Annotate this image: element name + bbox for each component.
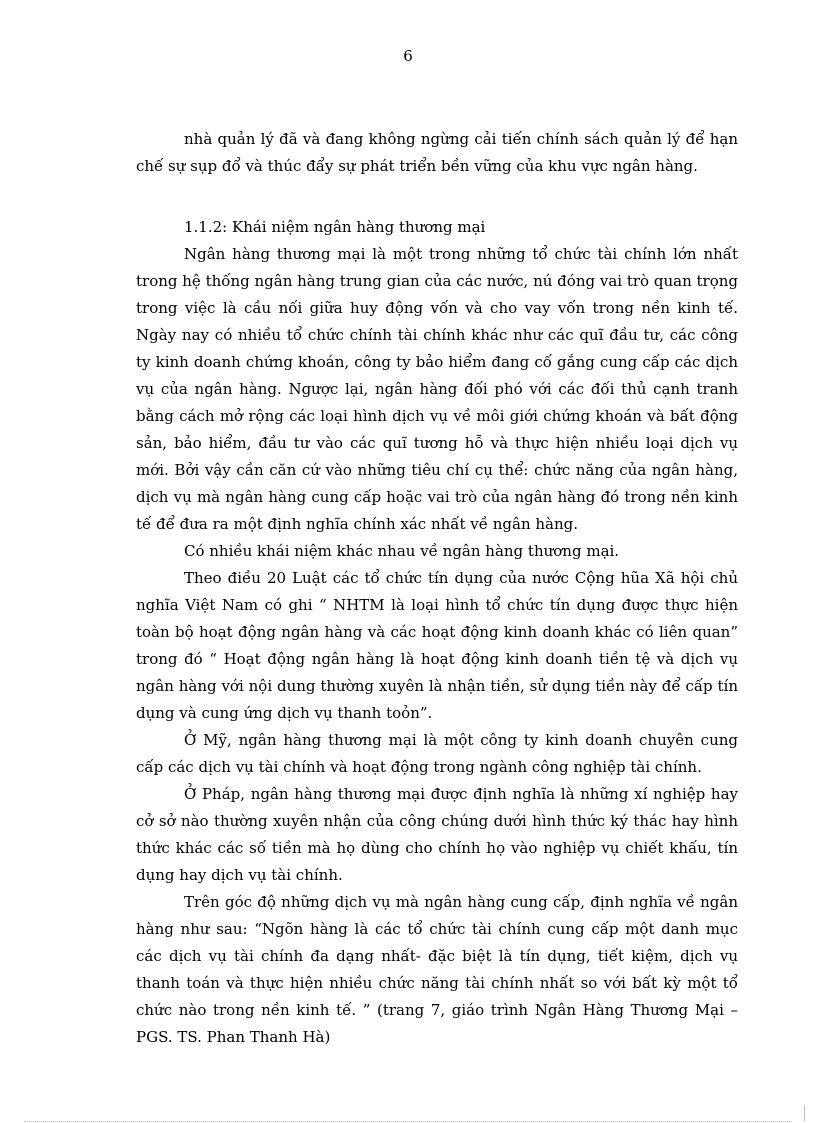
page-corner-mark xyxy=(804,1105,805,1121)
paragraph-definition-intro: Ngân hàng thương mại là một trong những tổ chức tài chính lớn nhất trong hệ thống ngân hàng trung gian của các nước, nú đóng vai trò quan trọng trong việc là cầu nối giữa huy động vốn và cho vay vốn trong nền kinh tế. Ngày nay có nhiều tổ chức chính tài chính khác như các quĩ đầu tư, các công ty kinh doanh chứng khoán, công ty bảo hiểm đang cố gắng cung cấp các dịch vụ của ngân hàng. Ngược lại, ngân hàng đối phó với các đối thủ cạnh tranh bằng cách mở rộng các loại hình dịch vụ về môi giới chứng khoán và bất động sản, bảo hiểm, đầu tư vào các quĩ tương hỗ và thực hiện nhiều loại dịch vụ mới. Bởi vậy cần căn cứ vào những tiêu chí cụ thể: chức năng của ngân hàng, dịch vụ mà ngân hàng cung cấp hoặc vai trò của ngân hàng đó trong nền kinh tế để đưa ra một định nghĩa chính xác nhất về ngân hàng. xyxy=(136,245,738,533)
paragraph-france: Ở Pháp, ngân hàng thương mại được định nghĩa là những xí nghiệp hay cở sở nào thường xuyên nhận của công chúng dưới hình thức ký thác hay hình thức khác các số tiền mà họ dùng cho chính họ vào nghiệp vụ chiết khấu, tín dụng hay dịch vụ tài chính. xyxy=(136,785,738,884)
paragraph-usa: Ở Mỹ, ngân hàng thương mại là một công ty kinh doanh chuyên cung cấp các dịch vụ tài chính và hoạt động trong ngành công nghiệp tài chính. xyxy=(136,731,738,776)
page-bottom-divider xyxy=(24,1121,792,1122)
document-body xyxy=(136,126,738,1051)
section-heading: 1.1.2: Khái niệm ngân hàng thương mại xyxy=(184,218,486,236)
paragraph-services-definition: Trên góc độ những dịch vụ mà ngân hàng cung cấp, định nghĩa về ngân hàng như sau: “Ngõn hàng là các tổ chức tài chính cung cấp một danh mục các dịch vụ tài chính đa dạng nhất- đặc biệt là tín dụng, tiết kiệm, dịch vụ thanh toán và thực hiện nhiều chức năng tài chính nhất so với bất kỳ một tổ chức nào trong nền kinh tế. ” (trang 7, giáo trình Ngân Hàng Thương Mại – PGS. TS. Phan Thanh Hà) xyxy=(136,893,738,1046)
paragraph-many-concepts: Có nhiều khái niệm khác nhau về ngân hàng thương mại. xyxy=(184,542,620,560)
paragraph-vietnam-law: Theo điều 20 Luật các tổ chức tín dụng của nước Cộng hũa Xã hội chủ nghĩa Việt Nam có ghi “ NHTM là loại hình tổ chức tín dụng được thực hiện toàn bộ hoạt động ngân hàng và các hoạt động kinh doanh khác có liên quan” trong đó “ Hoạt động ngân hàng là hoạt động kinh doanh tiền tệ và dịch vụ ngân hàng với nội dung thường xuyên là nhận tiền, sử dụng tiền này để cấp tín dụng và cung ứng dịch vụ thanh toỏn”. xyxy=(136,569,738,722)
paragraph-continuation: nhà quản lý đã và đang không ngừng cải tiến chính sách quản lý để hạn chế sự sụp đổ và thúc đẩy sự phát triển bền vững của khu vực ngân hàng. xyxy=(136,130,738,175)
page-number: 6 xyxy=(403,47,413,65)
